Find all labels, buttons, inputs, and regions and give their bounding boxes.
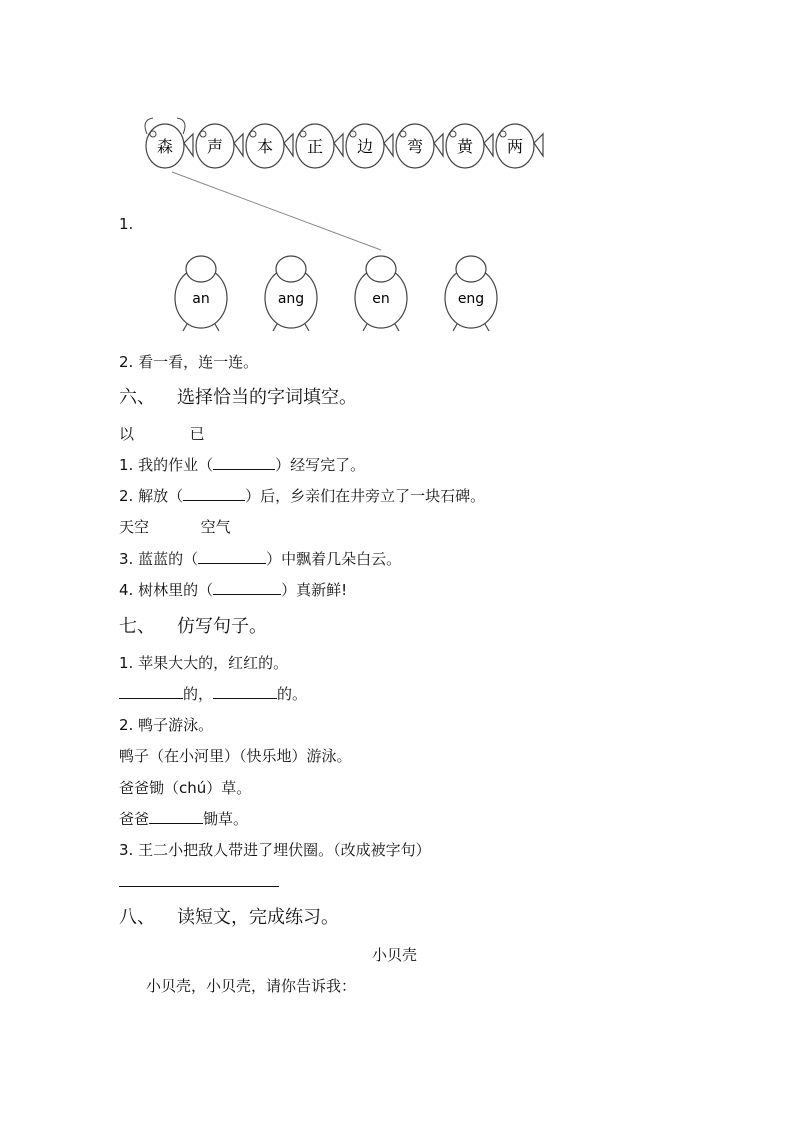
example-sentence: 3. 王二小把敌人带进了埋伏圈。（改成被字句） xyxy=(119,841,431,859)
fill-sentence: 爸爸 锄草。 xyxy=(119,810,249,828)
passage-title: 小贝壳 xyxy=(372,946,418,964)
answer-blank[interactable] xyxy=(119,684,183,699)
word-option: 已 xyxy=(189,425,205,443)
question-2-instruction: 2. 看一看，连一连。 xyxy=(119,353,259,371)
ghost-4[interactable] xyxy=(445,256,497,331)
fish-char: 正 xyxy=(306,137,324,156)
fish-char: 边 xyxy=(356,137,374,156)
example-sentence: 爸爸锄（chú）草。 xyxy=(119,779,252,797)
fish-char: 本 xyxy=(256,137,274,156)
section-7-heading xyxy=(119,615,267,639)
fill-sentence: 1. 我的作业（ ）经写完了。 xyxy=(119,456,366,474)
ghost-label: an xyxy=(192,291,210,307)
passage-text: 小贝壳，小贝壳，请你告诉我： xyxy=(146,977,357,995)
fish-5[interactable] xyxy=(346,124,393,168)
fish-3[interactable] xyxy=(246,124,293,168)
fish-char: 声 xyxy=(206,137,224,156)
fish-4[interactable] xyxy=(296,124,343,168)
answer-line[interactable] xyxy=(119,886,279,887)
word-option: 天空 xyxy=(119,518,150,536)
section-8-heading xyxy=(119,906,339,930)
section-title: 仿写句子。 xyxy=(177,616,267,637)
example-sentence: 鸭子（在小河里）（快乐地）游泳。 xyxy=(119,747,352,765)
ghost-1[interactable] xyxy=(175,256,227,331)
section-number: 七、 xyxy=(119,616,155,637)
ghost-label: eng xyxy=(457,291,485,307)
fish-2[interactable] xyxy=(196,124,243,168)
fish-7[interactable] xyxy=(446,124,493,168)
answer-blank[interactable] xyxy=(213,684,277,699)
fish-8[interactable] xyxy=(496,124,543,168)
ghost-2[interactable] xyxy=(265,256,317,331)
fill-sentence: 的， 的。 xyxy=(119,684,307,704)
word-choice-row xyxy=(119,424,205,444)
answer-blank[interactable] xyxy=(213,455,275,470)
section-number: 六、 xyxy=(119,387,155,408)
question-1-label: 1. xyxy=(119,215,134,233)
fill-sentence: 4. 树林里的（ ）真新鲜! xyxy=(119,581,348,599)
word-option: 以 xyxy=(119,425,135,443)
section-title: 读短文，完成练习。 xyxy=(177,907,339,928)
matching-figure xyxy=(0,0,794,340)
example-sentence: 2. 鸭子游泳。 xyxy=(119,716,214,734)
fill-sentence: 2. 解放（ ）后，乡亲们在井旁立了一块石碑。 xyxy=(119,487,486,505)
answer-connector-line xyxy=(172,172,381,250)
fish-char: 两 xyxy=(506,137,524,156)
section-title: 选择恰当的字词填空。 xyxy=(177,387,357,408)
fish-char: 森 xyxy=(156,137,174,156)
fill-sentence: 3. 蓝蓝的（ ）中飘着几朵白云。 xyxy=(119,550,402,568)
word-option: 空气 xyxy=(200,518,231,536)
fish-char: 黄 xyxy=(456,137,474,156)
answer-blank[interactable] xyxy=(213,580,281,595)
example-sentence: 1. 苹果大大的，红红的。 xyxy=(119,654,289,672)
answer-blank[interactable] xyxy=(149,809,203,824)
ghost-label: en xyxy=(372,291,390,307)
fish-1[interactable] xyxy=(145,118,193,168)
ghost-label: ang xyxy=(277,291,305,307)
fish-6[interactable] xyxy=(396,124,443,168)
section-6-heading xyxy=(119,386,357,410)
fish-char: 弯 xyxy=(406,137,424,156)
ghost-3[interactable] xyxy=(355,256,407,331)
section-number: 八、 xyxy=(119,907,155,928)
answer-blank[interactable] xyxy=(198,549,266,564)
word-choice-row xyxy=(119,517,231,537)
answer-blank[interactable] xyxy=(183,486,245,501)
